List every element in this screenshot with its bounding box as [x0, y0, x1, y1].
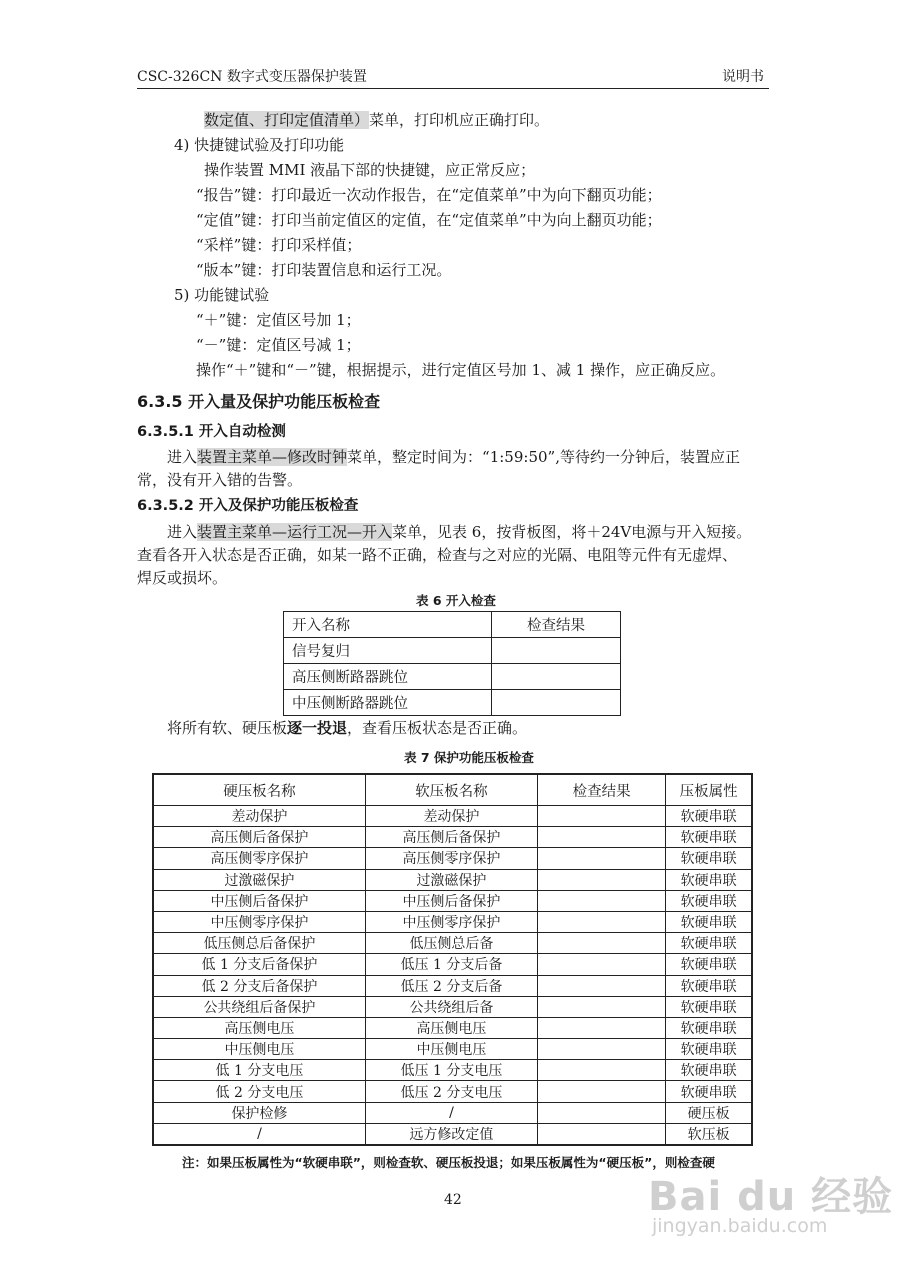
- table-cell: 差动保护: [153, 806, 365, 827]
- table-cell: 软硬串联: [666, 1039, 752, 1060]
- table-cell: 高压侧电压: [153, 1017, 365, 1038]
- paragraph-toggle-all: [167, 718, 527, 738]
- paragraph-auto-detect: [167, 447, 740, 467]
- table-cell: 软硬串联: [666, 954, 752, 975]
- item-5-line: “－”键：定值区号减 1；: [196, 336, 361, 354]
- table-cell: [538, 933, 666, 954]
- table-row: [284, 690, 621, 716]
- table-header-row: [153, 774, 752, 806]
- table-row: [153, 1123, 752, 1145]
- table-6-caption: 表 6 开入检查: [416, 593, 496, 608]
- table-cell: [538, 975, 666, 996]
- table-cell: [538, 1017, 666, 1038]
- table-row: [153, 1039, 752, 1060]
- table-7-caption: 表 7 保护功能压板检查: [404, 750, 534, 765]
- table-cell: [492, 664, 621, 690]
- item-4-line: “版本”键：打印装置信息和运行工况。: [196, 261, 452, 279]
- table-header-cell: 检查结果: [538, 774, 666, 806]
- table-cell: 差动保护: [365, 806, 537, 827]
- page-number: 42: [444, 1192, 462, 1208]
- menu-path-highlight: 装置主菜单—修改时钟: [197, 448, 348, 466]
- table-header-cell: 硬压板名称: [153, 774, 365, 806]
- table-cell: 软硬串联: [666, 1081, 752, 1102]
- table-cell: [538, 1039, 666, 1060]
- paragraph-input-check: [167, 522, 751, 542]
- table-row: [153, 1017, 752, 1038]
- section-heading-6-3-5: 6.3.5 开入量及保护功能压板检查: [137, 392, 381, 411]
- paragraph-text: 进入: [167, 523, 198, 541]
- table-cell: 中压侧零序保护: [365, 911, 537, 932]
- table-row: [153, 806, 752, 827]
- table-row: [153, 869, 752, 890]
- table-row: [153, 954, 752, 975]
- table-row: [153, 848, 752, 869]
- table-cell: 软硬串联: [666, 848, 752, 869]
- table-cell: 软压板: [666, 1123, 752, 1145]
- table-cell: 中压侧后备保护: [153, 890, 365, 911]
- paragraph-text: 菜单，整定时间为：“1:59:50”,等待约一分钟后，装置应正: [347, 448, 740, 466]
- item-4-title: 4) 快捷键试验及打印功能: [174, 136, 345, 154]
- table-row: [284, 638, 621, 664]
- item-5-title: 5) 功能键试验: [174, 286, 270, 304]
- paragraph-text: 菜单，见表 6，按背板图，将＋24V电源与开入短接。: [392, 523, 752, 541]
- table-cell: [538, 848, 666, 869]
- table-cell: [492, 638, 621, 664]
- table-cell: 公共绕组后备: [365, 996, 537, 1017]
- table-header-cell: 压板属性: [666, 774, 752, 806]
- table-cell: 高压侧电压: [365, 1017, 537, 1038]
- table-cell: 中压侧零序保护: [153, 911, 365, 932]
- table-header-row: [284, 612, 621, 638]
- table-row: [153, 890, 752, 911]
- table-row: [153, 933, 752, 954]
- item-4-line: “定值”键：打印当前定值区的定值，在“定值菜单”中为向上翻页功能；: [196, 211, 662, 229]
- table-cell: 软硬串联: [666, 933, 752, 954]
- section-heading-6-3-5-1: 6.3.5.1 开入自动检测: [137, 424, 286, 440]
- section-heading-6-3-5-2: 6.3.5.2 开入及保护功能压板检查: [137, 498, 359, 514]
- table-cell: 软硬串联: [666, 806, 752, 827]
- table-header-cell: 软压板名称: [365, 774, 537, 806]
- table-cell: 低 1 分支后备保护: [153, 954, 365, 975]
- table-cell: [538, 1102, 666, 1123]
- table-header-cell: 开入名称: [284, 612, 492, 638]
- header-doc-type: 说明书: [722, 69, 764, 85]
- table-row: [153, 975, 752, 996]
- table-cell: [538, 869, 666, 890]
- table-cell: 过激磁保护: [365, 869, 537, 890]
- table-7-protection-plates: [152, 773, 753, 1146]
- table-row: [153, 1102, 752, 1123]
- table-cell: [538, 996, 666, 1017]
- table-cell: 公共绕组后备保护: [153, 996, 365, 1017]
- table-cell: 低压侧总后备: [365, 933, 537, 954]
- table-cell: 低压 1 分支后备: [365, 954, 537, 975]
- item-4-line: 操作装置 MMI 液晶下部的快捷键，应正常反应；: [204, 161, 536, 179]
- table-cell: 低 1 分支电压: [153, 1060, 365, 1081]
- item-5-line: 操作“＋”键和“－”键，根据提示，进行定值区号加 1、减 1 操作，应正确反应。: [196, 361, 726, 379]
- paragraph-text: 进入: [167, 448, 198, 466]
- table-cell: [538, 1081, 666, 1102]
- watermark-brand: Bai du 经验: [648, 1174, 894, 1220]
- table-cell: 软硬串联: [666, 911, 752, 932]
- paragraph-line: 常，没有开入错的告警。: [137, 471, 303, 489]
- table-cell: 软硬串联: [666, 827, 752, 848]
- item-5-line: “＋”键：定值区号加 1；: [196, 311, 361, 329]
- table-cell: [538, 890, 666, 911]
- table-cell: 低 2 分支电压: [153, 1081, 365, 1102]
- table-cell: 硬压板: [666, 1102, 752, 1123]
- header-rule: [137, 88, 769, 89]
- menu-path-highlight: 数定值、打印定值清单）: [204, 111, 370, 129]
- table-note: 注：如果压板属性为“软硬串联”，则检查软、硬压板投退；如果压板属性为“硬压板”，则检查硬: [182, 1155, 715, 1170]
- table-header-cell: 检查结果: [492, 612, 621, 638]
- emphasis-text: 逐一投退: [287, 719, 348, 737]
- table-cell: [492, 690, 621, 716]
- table-cell: 软硬串联: [666, 1017, 752, 1038]
- item-4-line: “报告”键：打印最近一次动作报告，在“定值菜单”中为向下翻页功能；: [196, 186, 662, 204]
- table-cell: [538, 1060, 666, 1081]
- paragraph-text: ，查看压板状态是否正确。: [347, 719, 528, 737]
- table-row: [284, 664, 621, 690]
- table-cell: 低 2 分支后备保护: [153, 975, 365, 996]
- table-cell: 高压侧后备保护: [153, 827, 365, 848]
- paragraph-print-menu: [204, 110, 549, 130]
- table-cell: 低压 2 分支后备: [365, 975, 537, 996]
- table-row: [153, 911, 752, 932]
- table-cell: 远方修改定值: [365, 1123, 537, 1145]
- table-cell: 软硬串联: [666, 1060, 752, 1081]
- table-6-input-check: [283, 611, 621, 716]
- table-cell: [538, 806, 666, 827]
- watermark-url: jingyan.baidu.com: [652, 1215, 828, 1237]
- table-cell: 低压 1 分支电压: [365, 1060, 537, 1081]
- table-cell: 中压侧电压: [153, 1039, 365, 1060]
- table-cell: 软硬串联: [666, 975, 752, 996]
- paragraph-line: 焊反或损坏。: [137, 569, 228, 587]
- paragraph-text: 菜单，打印机应正确打印。: [369, 111, 550, 129]
- table-cell: [538, 1123, 666, 1145]
- menu-path-highlight: 装置主菜单—运行工况—开入: [197, 523, 393, 541]
- table-cell: 中压侧电压: [365, 1039, 537, 1060]
- table-cell: 保护检修: [153, 1102, 365, 1123]
- table-cell: 中压侧后备保护: [365, 890, 537, 911]
- table-cell: /: [153, 1123, 365, 1145]
- table-cell: 中压侧断路器跳位: [284, 690, 492, 716]
- table-cell: 低压侧总后备保护: [153, 933, 365, 954]
- watermark: [640, 1165, 900, 1245]
- table-row: [153, 827, 752, 848]
- table-row: [153, 1060, 752, 1081]
- table-cell: 高压侧断路器跳位: [284, 664, 492, 690]
- table-row: [153, 996, 752, 1017]
- header-title: CSC-326CN 数字式变压器保护装置: [137, 69, 367, 85]
- table-cell: 软硬串联: [666, 996, 752, 1017]
- paragraph-text: 将所有软、硬压板: [167, 719, 288, 737]
- paragraph-line: 查看各开入状态是否正确，如某一路不正确，检查与之对应的光隔、电阻等元件有无虚焊、: [137, 546, 738, 564]
- table-cell: 信号复归: [284, 638, 492, 664]
- table-cell: [538, 954, 666, 975]
- table-cell: [538, 911, 666, 932]
- table-cell: 软硬串联: [666, 890, 752, 911]
- table-row: [153, 1081, 752, 1102]
- table-cell: 低压 2 分支电压: [365, 1081, 537, 1102]
- item-4-line: “采样”键：打印采样值；: [196, 236, 362, 254]
- table-cell: 高压侧后备保护: [365, 827, 537, 848]
- table-cell: 高压侧零序保护: [365, 848, 537, 869]
- table-cell: /: [365, 1102, 537, 1123]
- table-cell: 软硬串联: [666, 869, 752, 890]
- table-cell: [538, 827, 666, 848]
- table-cell: 高压侧零序保护: [153, 848, 365, 869]
- table-cell: 过激磁保护: [153, 869, 365, 890]
